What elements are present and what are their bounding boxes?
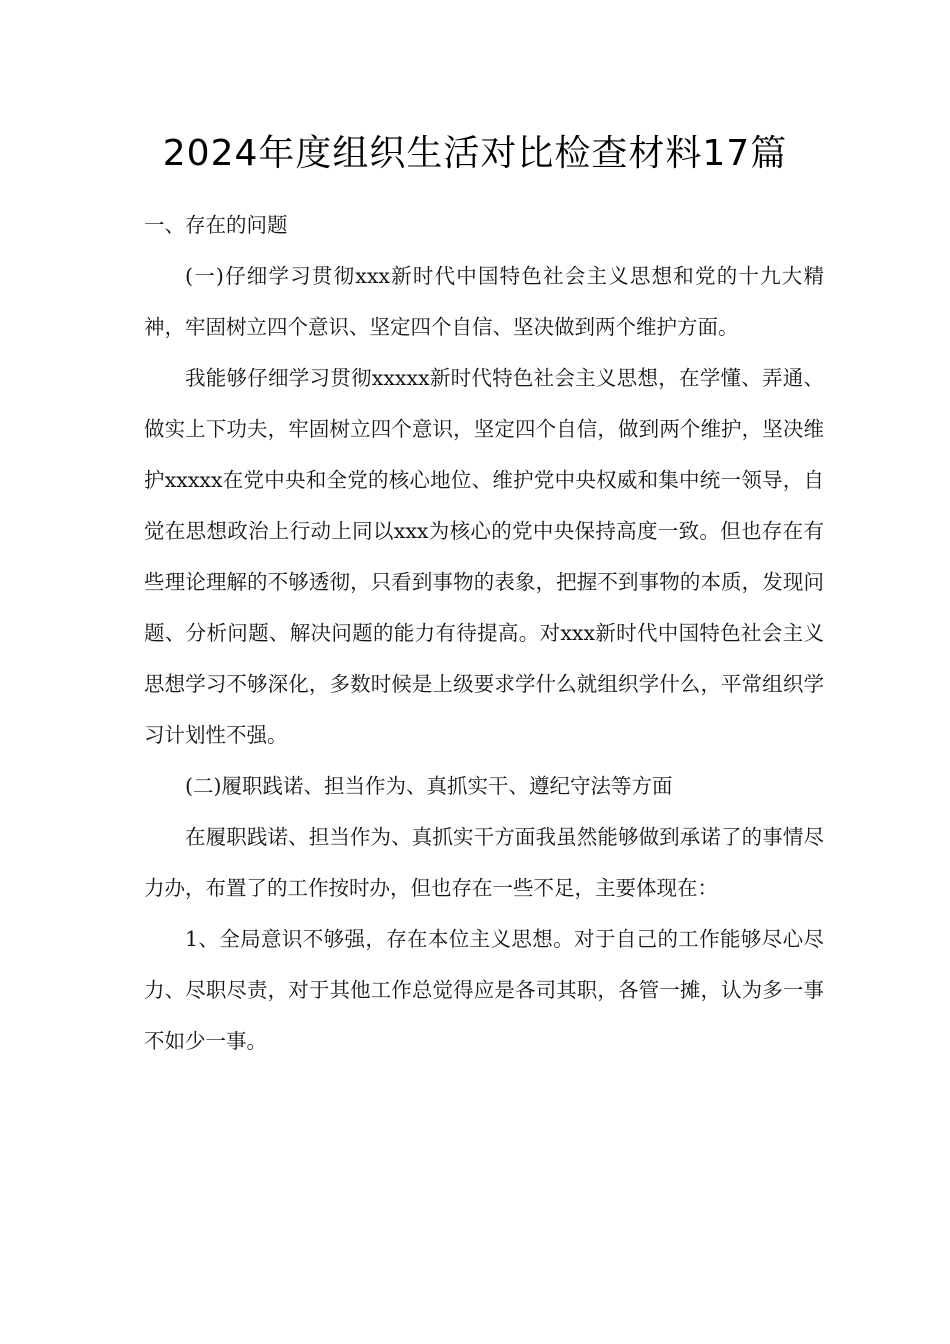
subsection-heading-1: (一)仔细学习贯彻xxx新时代中国特色社会主义思想和党的十九大精神，牢固树立四个意识、坚定四个自信、坚决做到两个维护方面。	[144, 264, 824, 339]
document-body	[144, 200, 824, 1067]
body-paragraph: 我能够仔细学习贯彻xxxxx新时代特色社会主义思想，在学懂、弄通、做实上下功夫，牢固树立四个意识，坚定四个自信，做到两个维护，坚决维护xxxxx在党中央和全党的核心地位、维护党中央权威和集中统一领导，自觉在思想政治上行动上同以xxx为核心的党中央保持高度一致。但也存在有些理论理解的不够透彻，只看到事物的表象，把握不到事物的本质，发现问题、分析问题、解决问题的能力有待提高。对xxx新时代中国特色社会主义思想学习不够深化，多数时候是上级要求学什么就组织学什么，平常组织学习计划性不强。	[144, 366, 824, 747]
numbered-paragraph: 1、全局意识不够强，存在本位主义思想。对于自己的工作能够尽心尽力、尽职尽责，对于其他工作总觉得应是各司其职，各管一摊，认为多一事不如少一事。	[144, 927, 824, 1053]
subsection-heading-2: (二)履职践诺、担当作为、真抓实干、遵纪守法等方面	[185, 774, 673, 798]
section-heading: 一、存在的问题	[144, 213, 288, 237]
document-title: 2024年度组织生活对比检查材料17篇	[162, 133, 788, 174]
body-paragraph: 在履职践诺、担当作为、真抓实干方面我虽然能够做到承诺了的事情尽力办，布置了的工作按时办，但也存在一些不足，主要体现在：	[144, 825, 824, 900]
